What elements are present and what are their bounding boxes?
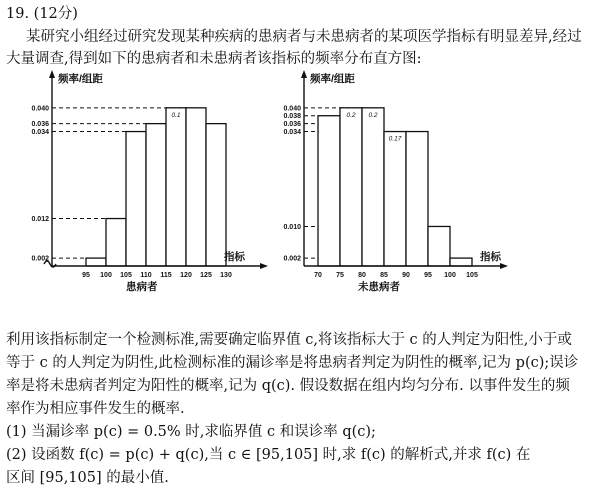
handwritten-annotation: 0.2 — [346, 111, 356, 119]
y-tick-label: 0.040 — [283, 105, 301, 113]
question-2-line-2: 区间 [95,105] 的最小值. — [6, 470, 169, 486]
x-axis-arrow — [260, 263, 268, 269]
chart-title: 未患病者 — [358, 281, 400, 293]
intro-line-1: 某研究小组经过研究发现某种疾病的患病者与未患病者的某项医学指标有明显差异,经过 — [26, 29, 582, 45]
x-tick-label: 95 — [82, 272, 90, 279]
histogram-bar — [384, 132, 406, 266]
problem-points: (12分) — [33, 6, 78, 22]
axis-break-mark — [44, 261, 56, 267]
y-tick-label: 0.034 — [31, 129, 49, 137]
body-line-4: 率作为相应事件发生的概率. — [6, 401, 185, 417]
histogram-bar — [450, 258, 472, 266]
x-tick-label: 120 — [180, 272, 192, 279]
y-tick-label: 0.002 — [283, 255, 301, 263]
y-tick-label: 0.036 — [31, 121, 49, 129]
histogram-diseased — [22, 70, 272, 300]
histogram-bar — [166, 108, 186, 266]
handwritten-annotation: 0.2 — [368, 111, 378, 119]
handwritten-annotation: 0.1 — [171, 111, 181, 119]
x-tick-label: 80 — [358, 272, 366, 279]
x-tick-label: 75 — [336, 272, 344, 279]
y-axis-label: 频率/组距 — [310, 73, 355, 85]
x-tick-label: 130 — [220, 272, 232, 279]
histogram-bar — [406, 132, 428, 266]
chart-title: 患病者 — [126, 281, 158, 293]
histogram-bar — [146, 124, 166, 266]
histogram-bar — [106, 219, 126, 266]
histogram-bar — [318, 116, 340, 266]
x-tick-label: 90 — [402, 272, 410, 279]
histogram-bar — [362, 108, 384, 266]
body-line-2: 等于 c 的人判定为阴性,此检测标准的漏诊率是将患病者判定为阴性的概率,记为 p(c);误诊 — [6, 355, 579, 371]
histogram-bar — [428, 226, 450, 266]
x-tick-label: 125 — [200, 272, 212, 279]
body-line-1: 利用该指标制定一个检测标准,需要确定临界值 c,将该指标大于 c 的人判定为阳性,小于或 — [6, 332, 572, 348]
x-tick-label: 70 — [314, 272, 322, 279]
y-tick-label: 0.040 — [31, 105, 49, 113]
x-tick-label: 100 — [444, 272, 456, 279]
y-axis-arrow — [301, 70, 307, 78]
x-axis-label: 指标 — [480, 251, 501, 263]
histogram-non-diseased — [278, 70, 528, 300]
x-tick-label: 105 — [466, 272, 478, 279]
histogram-bar — [206, 124, 226, 266]
handwritten-annotation: 0.17 — [388, 135, 402, 143]
y-tick-label: 0.038 — [283, 113, 301, 121]
y-tick-label: 0.002 — [31, 255, 49, 263]
y-tick-label: 0.034 — [283, 129, 301, 137]
question-2-line-1: (2) 设函数 f(c) = p(c) + q(c),当 c ∈ [95,105] 时,求 f(c) 的解析式,并求 f(c) 在 — [6, 447, 531, 463]
body-line-3: 率是将未患病者判定为阳性的概率,记为 q(c). 假设数据在组内均匀分布. 以事件发生的频 — [6, 378, 570, 394]
histogram-bar — [86, 258, 106, 266]
x-tick-label: 115 — [160, 272, 172, 279]
x-tick-label: 100 — [100, 272, 112, 279]
x-axis-label: 指标 — [224, 251, 245, 263]
y-axis-arrow — [49, 70, 55, 78]
y-tick-label: 0.036 — [283, 121, 301, 129]
histogram-bar — [126, 132, 146, 266]
x-axis-arrow — [500, 263, 508, 269]
x-tick-label: 85 — [380, 272, 388, 279]
x-tick-label: 95 — [424, 272, 432, 279]
y-axis-label: 频率/组距 — [58, 73, 103, 85]
intro-line-2: 大量调查,得到如下的患病者和未患病者该指标的频率分布直方图: — [6, 51, 422, 67]
histogram-bar — [186, 108, 206, 266]
problem-header — [6, 4, 78, 24]
histogram-bar — [340, 108, 362, 266]
question-1: (1) 当漏诊率 p(c) = 0.5% 时,求临界值 c 和误诊率 q(c); — [6, 424, 376, 440]
problem-number: 19. — [6, 6, 30, 22]
x-tick-label: 110 — [140, 272, 152, 279]
y-tick-label: 0.010 — [283, 223, 301, 231]
y-tick-label: 0.012 — [31, 216, 49, 224]
x-tick-label: 105 — [120, 272, 132, 279]
